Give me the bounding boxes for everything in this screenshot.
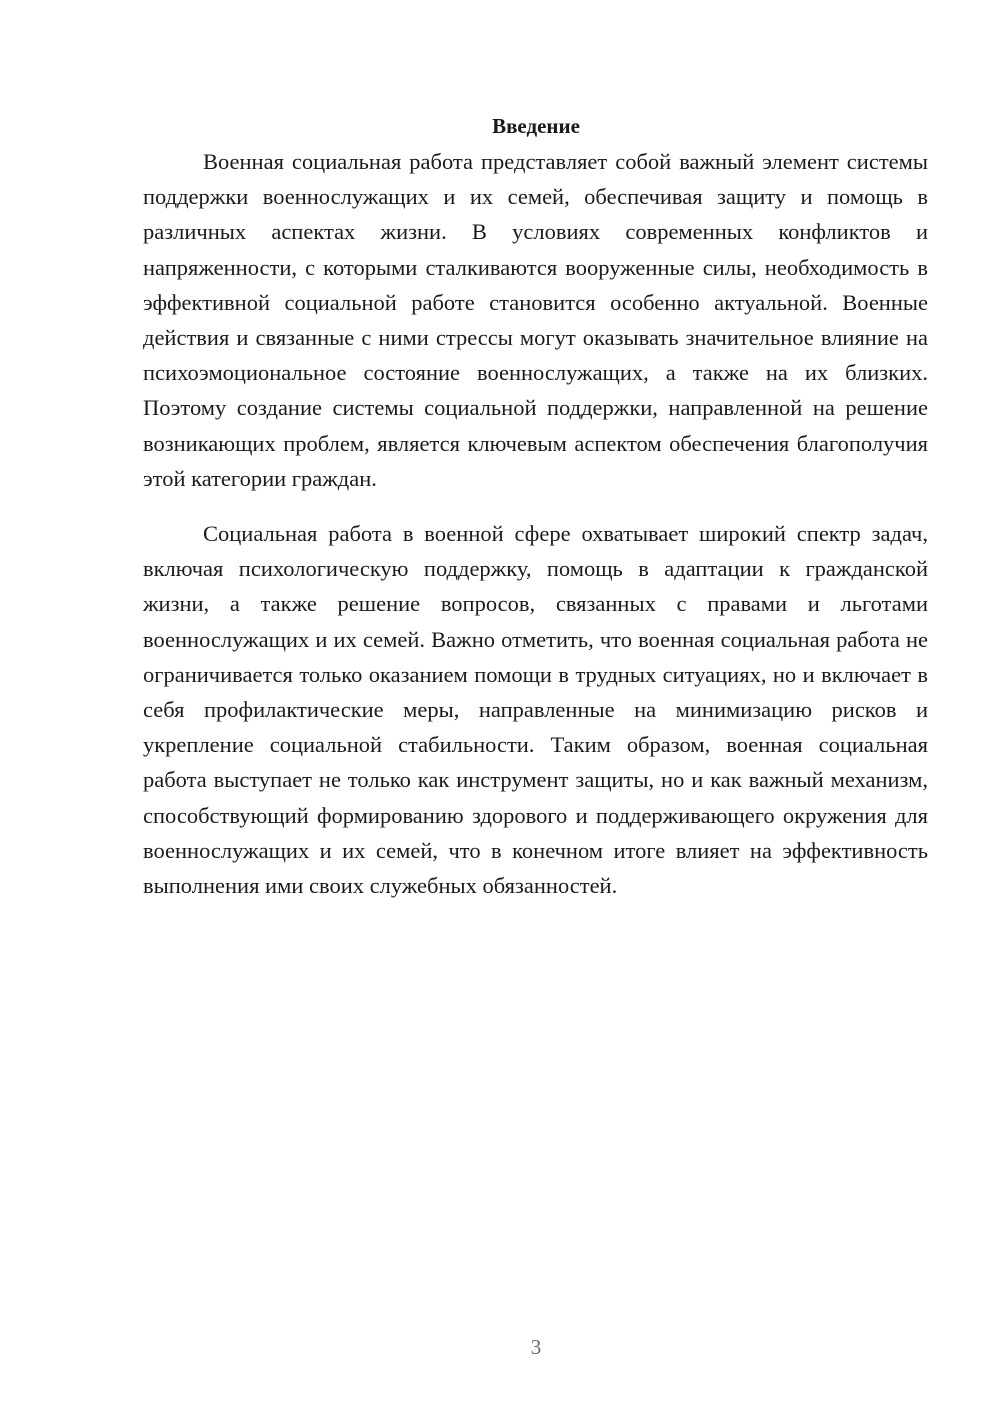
paragraph-2: Социальная работа в военной сфере охватывает широкий спектр задач, включая психологическую поддержку, помощь в адаптации к гражданской жизни, а также решение вопросов, связанных с правами и льготами военнослужащих и их семей. Важно отметить, что военная социальная работа не ограничивается только оказанием помощи в трудных ситуациях, но и включает в себя профилактические меры, направленные на минимизацию рисков и укрепление социальной стабильности. Таким образом, военная социальная работа выступает не только как инструмент защиты, но и как важный механизм, способствующий формированию здорового и поддерживающего окружения для военнослужащих и их семей, что в конечном итоге влияет на эффективность выполнения ими своих служебных обязанностей. xyxy=(143,521,928,899)
paragraph-1: Военная социальная работа представляет собой важный элемент системы поддержки военнослужащих и их семей, обеспечивая защиту и помощь в различных аспектах жизни. В условиях современных конфликтов и напряженности, с которыми сталкиваются вооруженные силы, необходимость в эффективной социальной работе становится особенно актуальной. Военные действия и связанные с ними стрессы могут оказывать значительное влияние на психоэмоциональное состояние военнослужащих, а также на их близких. Поэтому создание системы социальной поддержки, направленной на решение возникающих проблем, является ключевым аспектом обеспечения благополучия этой категории граждан. xyxy=(143,149,928,491)
body-text xyxy=(143,144,928,903)
section-heading: Введение xyxy=(492,114,580,139)
page-number: 3 xyxy=(530,1335,542,1359)
